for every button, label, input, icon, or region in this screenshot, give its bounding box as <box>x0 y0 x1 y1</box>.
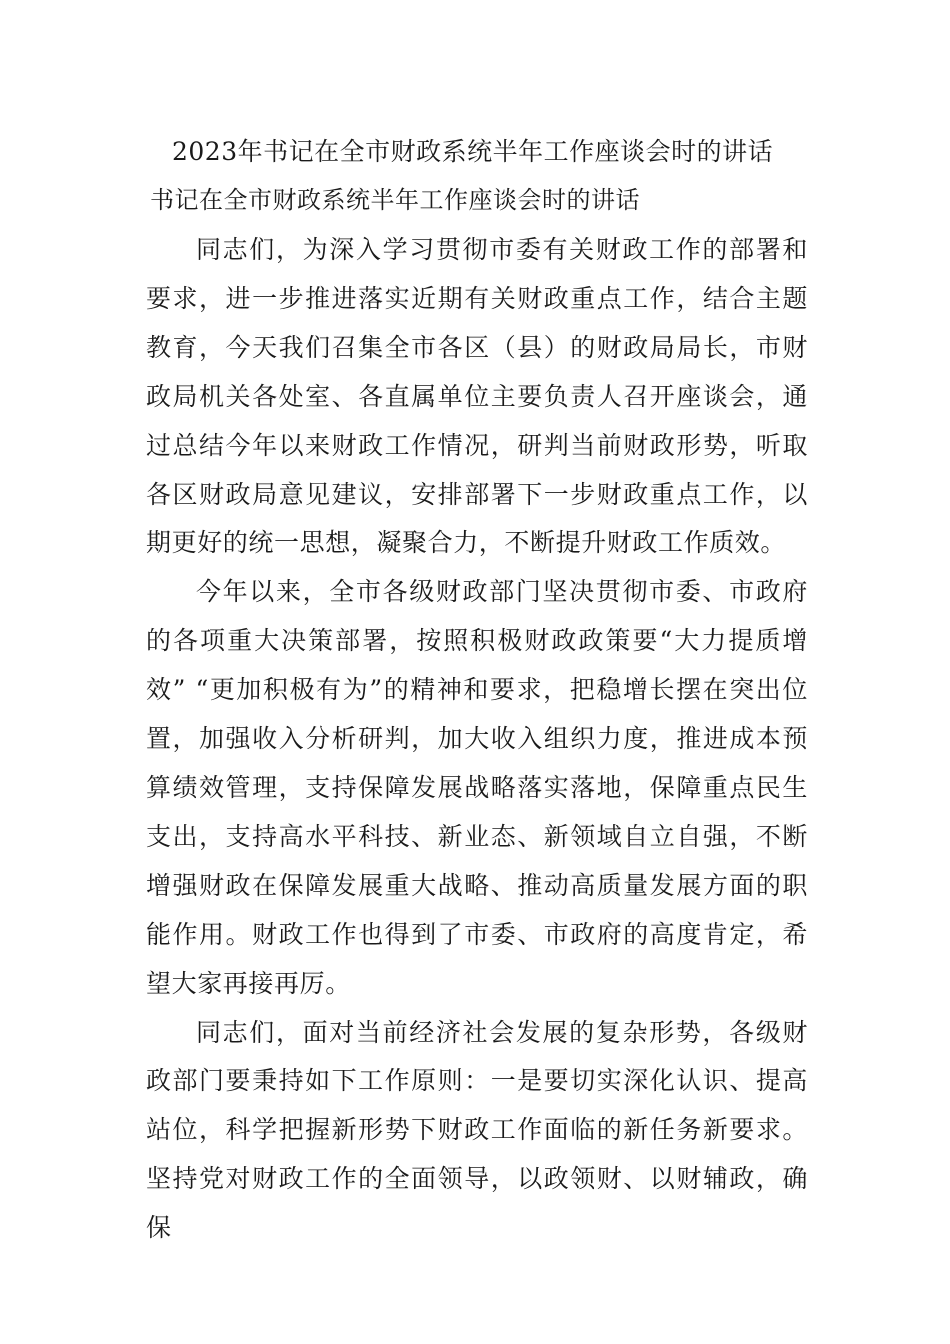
document-title: 2023年书记在全市财政系统半年工作座谈会时的讲话 <box>172 137 774 166</box>
document-subtitle: 书记在全市财政系统半年工作座谈会时的讲话 <box>150 186 640 214</box>
paragraph: 同志们，为深入学习贯彻市委有关财政工作的部署和要求，进一步推进落实近期有关财政重点工作，结合主题教育，今天我们召集全市各区（县）的财政局局长，市财政局机关各处室、各直属单位主要负责人召开座谈会，通过总结今年以来财政工作情况，研判当前财政形势，听取各区财政局意见建议，安排部署下一步财政重点工作，以期更好的统一思想，凝聚合力，不断提升财政工作质效。 <box>146 235 808 558</box>
paragraph: 今年以来，全市各级财政部门坚决贯彻市委、市政府的各项重大决策部署，按照积极财政政策要“大力提质增效” “更加积极有为”的精神和要求，把稳增长摆在突出位置，加强收入分析研判，加大收入组织力度，推进成本预算绩效管理，支持保障发展战略落实落地，保障重点民生支出，支持高水平科技、新业态、新领域自立自强，不断增强财政在保障发展重大战略、推动高质量发展方面的职能作用。财政工作也得到了市委、市政府的高度肯定，希望大家再接再厉。 <box>146 577 808 998</box>
document-body <box>146 226 808 1253</box>
paragraph: 同志们，面对当前经济社会发展的复杂形势，各级财政部门要秉持如下工作原则：一是要切实深化认识、提高站位，科学把握新形势下财政工作面临的新任务新要求。坚持党对财政工作的全面领导，以政领财、以财辅政，确保 <box>146 1017 808 1243</box>
